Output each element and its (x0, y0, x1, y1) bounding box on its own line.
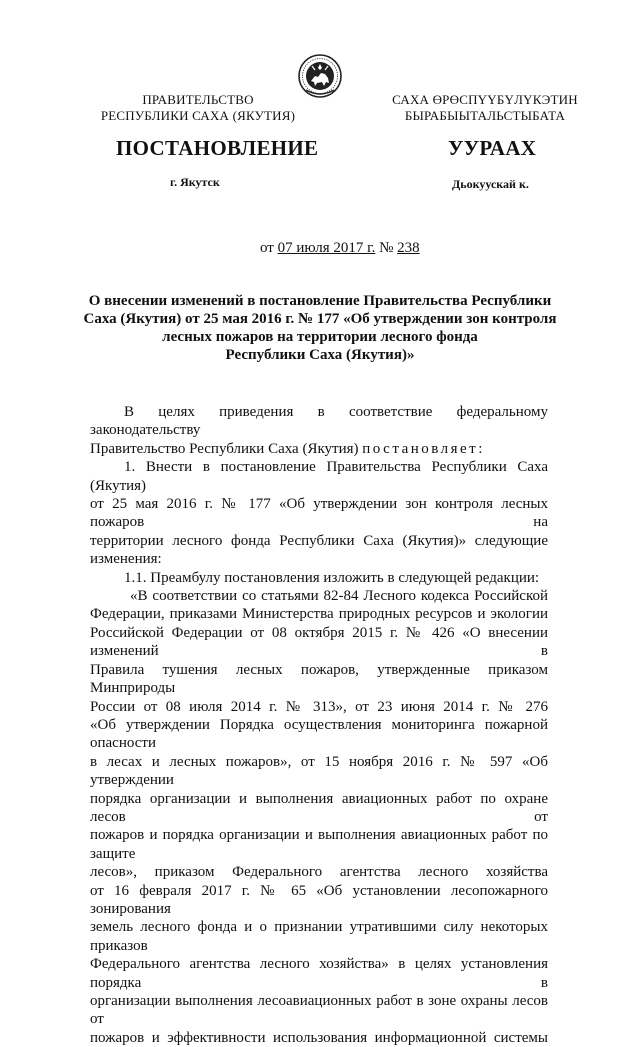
body-line: изменения: (90, 551, 162, 568)
number-sign: № (379, 240, 394, 256)
issuer-left-line-2: РЕСПУБЛИКИ САХА (ЯКУТИЯ) (100, 108, 296, 123)
title-line-4: Республики Саха (Якутия)» (225, 347, 415, 363)
title-line-3: лесных пожаров на территории лесного фонда (162, 329, 478, 345)
doc-type-left: ПОСТАНОВЛЕНИЕ (116, 136, 319, 160)
issuer-left-line-1: ПРАВИТЕЛЬСТВО (142, 92, 254, 107)
document-body (90, 403, 548, 1047)
intro-government: Правительство Республики Саха (Якутия) (90, 440, 359, 457)
body-line: организации выполнения лесоавиационных работ в зоне охраны лесов от (90, 993, 548, 1028)
title-line-2: Саха (Якутия) от 25 мая 2016 г. № 177 «Об утверждении зон контроля (83, 311, 557, 327)
body-line: В целях приведения в соответствие федеральному законодательству (90, 404, 548, 439)
title-line-1: О внесении изменений в постановление Правительства Республики (88, 293, 552, 309)
document-number: 238 (397, 240, 420, 256)
city-right: Дьокуускай к. (452, 177, 529, 191)
body-line: земель лесного фонда и о признании утратившими силу некоторых приказов (90, 919, 548, 954)
body-line: пожаров и эффективности использования информационной системы (90, 1029, 548, 1046)
body-line (90, 440, 548, 458)
date-line (260, 240, 420, 257)
body-line: «В соответствии со статьями 82-84 Лесного кодекса Российской (130, 588, 548, 605)
body-line: территории лесного фонда Республики Саха (Якутия)» следующие (90, 532, 548, 549)
body-line: «Об утверждении Порядка осуществления мониторинга пожарной опасности (90, 716, 548, 752)
body-line: от 25 мая 2016 г. № 177 «Об утверждении зон контроля лесных пожаров на (90, 496, 548, 531)
issuer-left (98, 92, 298, 124)
doc-type-right: УУРААХ (448, 136, 537, 160)
body-line: лесов», приказом Федерального агентства лесного хозяйства (90, 864, 548, 881)
date-prefix: от (260, 240, 274, 256)
body-line: 1.1. Преамбулу постановления изложить в следующей редакции: (124, 569, 540, 586)
body-line: Федерации, приказами Министерства природных ресурсов и экологии (90, 606, 548, 623)
body-line: пожаров и порядка организации и выполнения авиационных работ по защите (90, 827, 548, 862)
body-line: Правила тушения лесных пожаров, утвержденные приказом Минприроды (90, 661, 548, 697)
issuer-right (378, 92, 592, 124)
document-date: 07 июля 2017 г. (277, 240, 376, 256)
body-line: Федерального агентства лесного хозяйства» в целях установления порядка в (90, 956, 548, 991)
coat-of-arms-emblem-icon (298, 52, 342, 100)
body-line: 1. Внести в постановление Правительства Республики Саха (Якутия) (90, 459, 548, 494)
document-title (80, 292, 560, 364)
body-line: от 16 февраля 2017 г. № 65 «Об установлении лесопожарного зонирования (90, 882, 548, 917)
issuer-right-line-1: САХА ӨРӨСПҮҮБҮЛҮКЭТИН (392, 92, 578, 107)
intro-resolves: постановляет: (362, 440, 485, 457)
body-line: порядка организации и выполнения авиационных работ по охране лесов от (90, 790, 548, 825)
body-line: в лесах и лесных пожаров», от 15 ноября 2016 г. № 597 «Об утверждении (90, 753, 548, 789)
body-line: России от 08 июля 2014 г. № 313», от 23 июня 2014 г. № 276 (90, 698, 548, 715)
body-line: Российской Федерации от 08 октября 2015 г. № 426 «О внесении изменений в (90, 624, 548, 660)
city-left: г. Якутск (170, 175, 220, 189)
issuer-right-line-2: БЫРАБЫЫТАЛЬСТЫБАТА (404, 108, 566, 123)
